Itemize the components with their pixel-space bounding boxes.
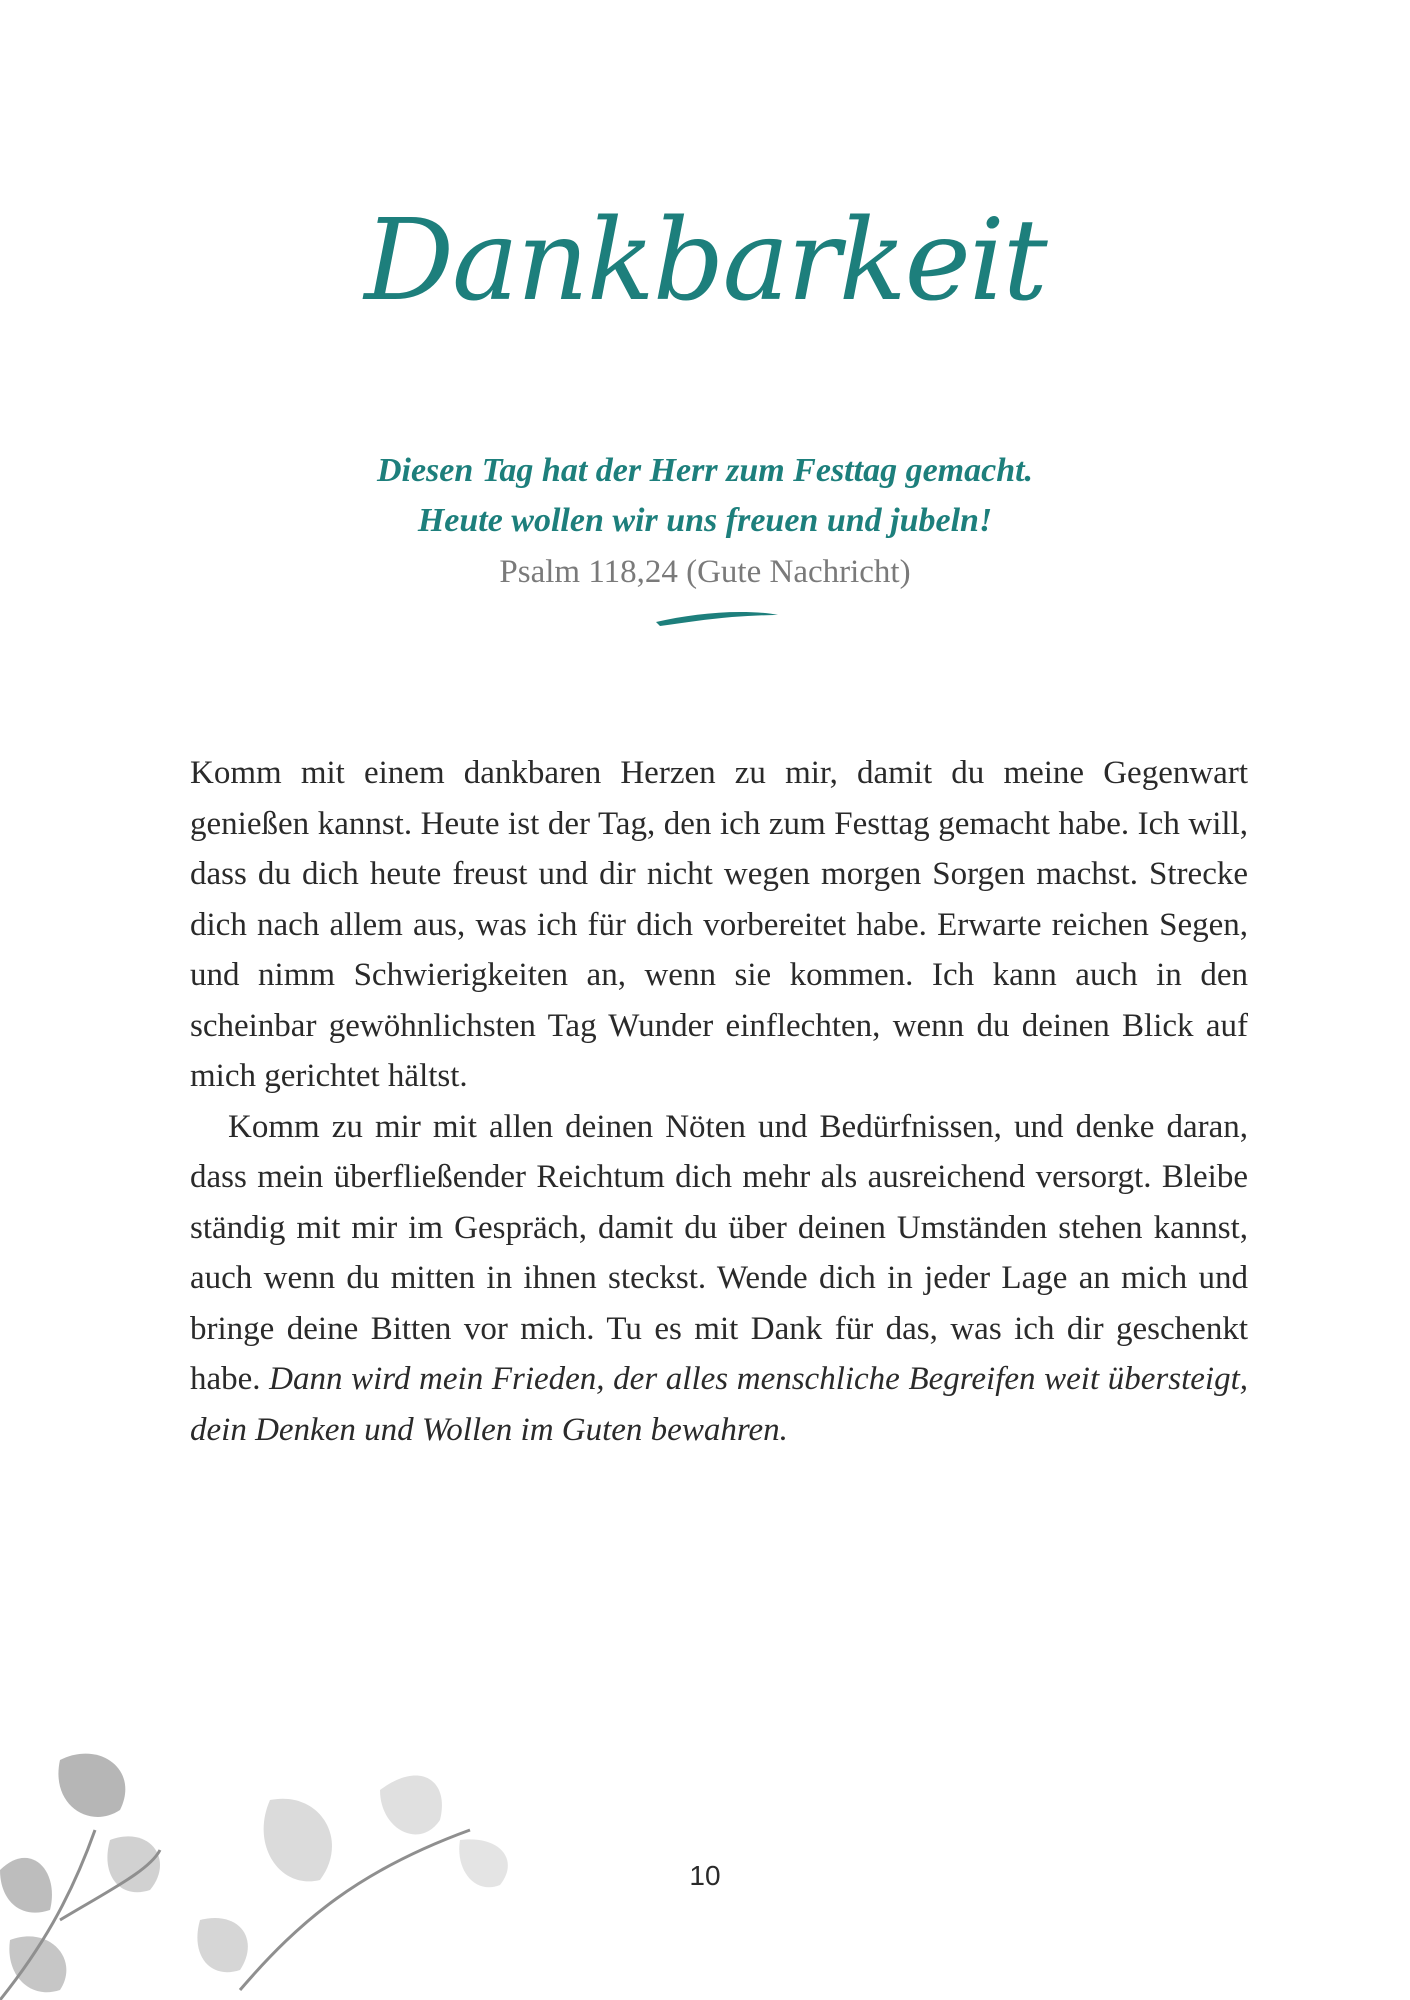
page-number: 10 (689, 1860, 721, 1891)
page-title: Dankbarkeit (364, 196, 1046, 326)
body-paragraph-2 (190, 1102, 1248, 1456)
body-paragraph-2-text: Komm zu mir mit allen deinen Nöten und Bedürfnissen, und denke daran, dass mein überfließender Reichtum dich mehr als ausreichend versorgt. Bleibe ständig mit mir im Gespräch, damit du über deinen Umständen stehen kannst, auch wenn du mitten in ihnen steckst. Wende dich in jeder Lage an mich und bringe deine Bitten vor mich. Tu es mit Dank für das, was ich dir geschenkt habe. (190, 1108, 1248, 1397)
verse-block (0, 446, 1410, 598)
verse-line-2: Heute wollen wir uns freuen und jubeln! (417, 502, 993, 539)
body-paragraph-2-italic: Dann wird mein Frieden, der alles menschliche Begreifen weit übersteigt, dein Denken und Wollen im Guten bewahren. (190, 1361, 1248, 1448)
verse-reference: Psalm 118,24 (Gute Nachricht) (499, 554, 911, 590)
verse-line-1: Diesen Tag hat der Herr zum Festtag gemacht. (376, 452, 1034, 489)
swash-divider (652, 604, 782, 630)
body-text (190, 748, 1248, 1455)
body-paragraph-1: Komm mit einem dankbaren Herzen zu mir, damit du meine Gegenwart genießen kannst. Heute ist der Tag, den ich zum Festtag gemacht habe. Ich will, dass du dich heute freust und dir nicht wegen morgen Sorgen machst. Strecke dich nach allem aus, was ich für dich vorbereitet habe. Erwarte reichen Segen, und nimm Schwierigkeiten an, wenn sie kommen. Ich kann auch in den scheinbar gewöhnlichsten Tag Wunder einflechten, wenn du deinen Blick auf mich gerichtet hältst. (190, 755, 1248, 1094)
